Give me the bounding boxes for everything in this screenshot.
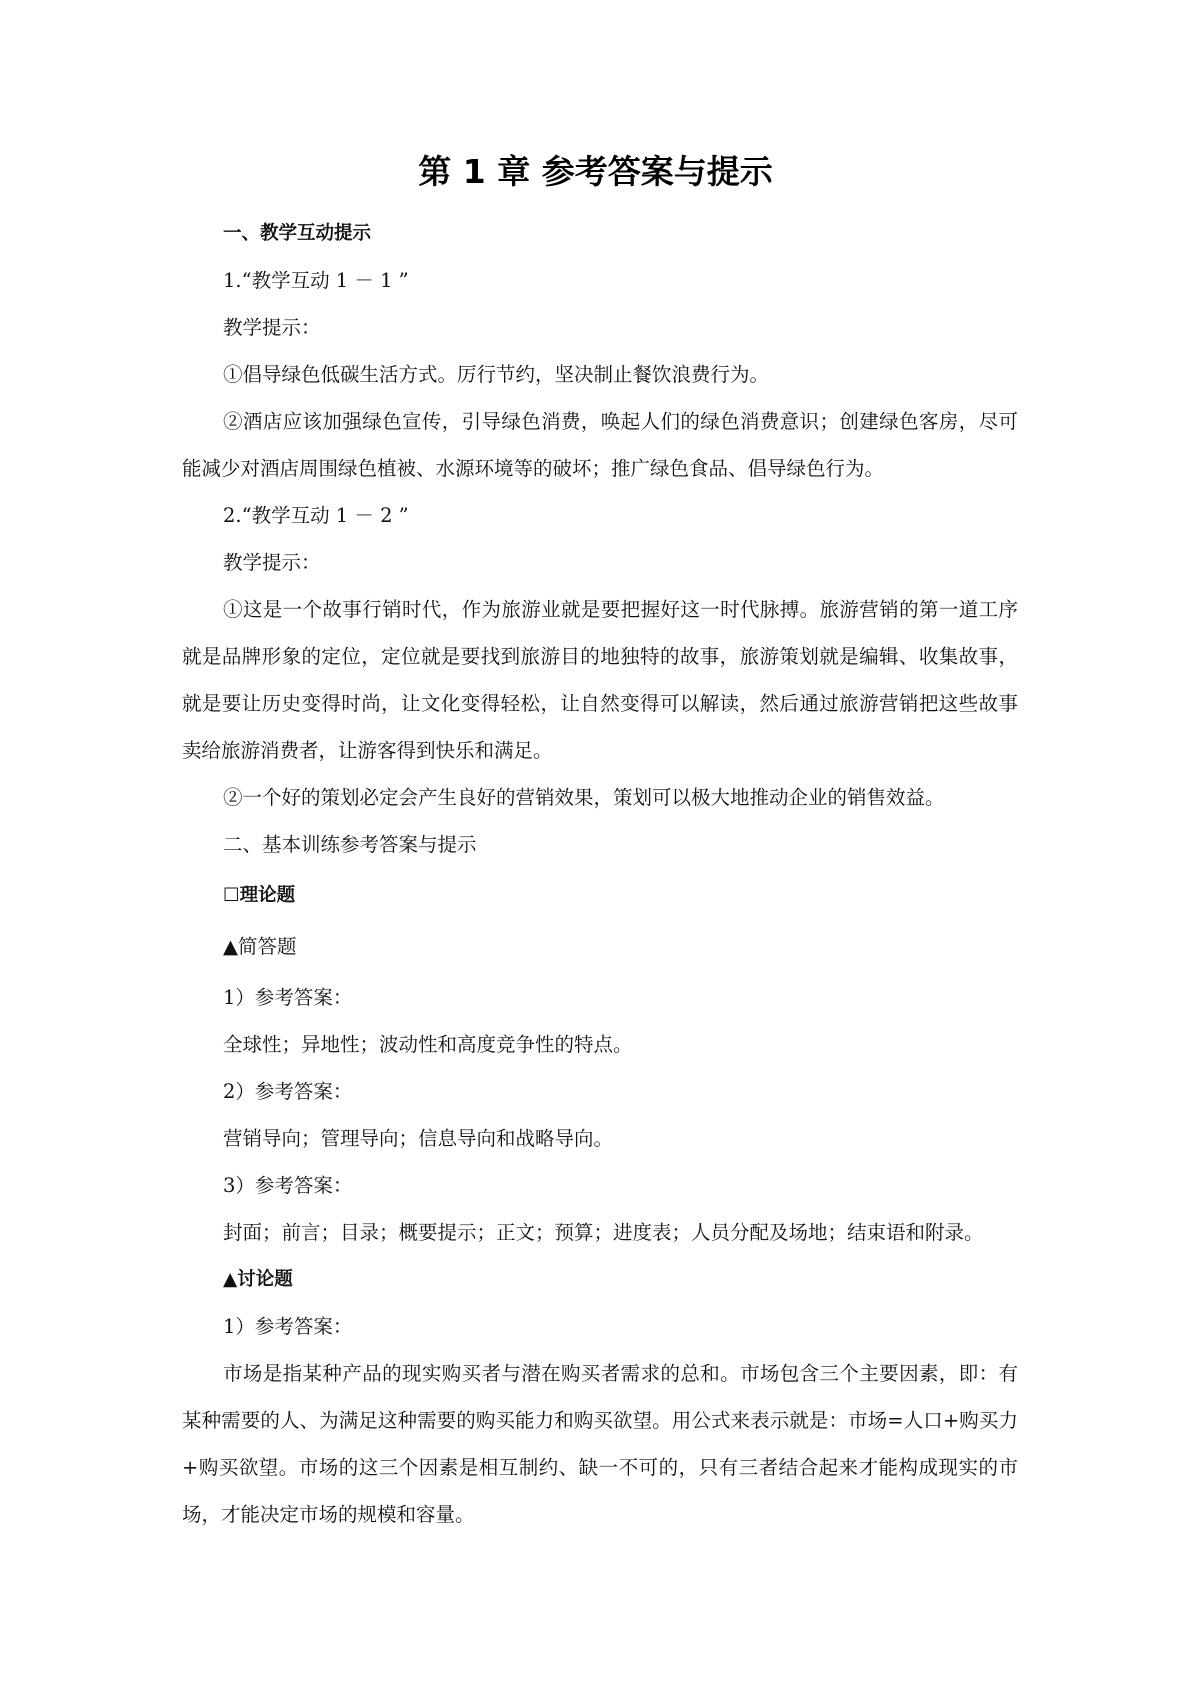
tip-1-1-item-1: ①倡导绿色低碳生活方式。厉行节约，坚决制止餐饮浪费行为。 bbox=[223, 363, 770, 386]
answer-2-text: 营销导向；管理导向；信息导向和战略导向。 bbox=[223, 1127, 614, 1150]
discussion-answer-1-label: 1）参考答案： bbox=[223, 1315, 353, 1338]
discussion-heading: ▲讨论题 bbox=[223, 1269, 293, 1290]
tip-1-2-item-2: ②一个好的策划必定会产生良好的营销效果，策划可以极大地推动企业的销售效益。 bbox=[223, 786, 945, 809]
answer-1-label: 1）参考答案： bbox=[223, 986, 353, 1009]
tip-1-1-item-2: ②酒店应该加强绿色宣传，引导绿色消费，唤起人们的绿色消费意识；创建绿色客房，尽可能减少对酒店周围绿色植被、水源环境等的破坏；推广绿色食品、倡导绿色行为。 bbox=[182, 410, 1018, 480]
section-heading-basic-training: 二、基本训练参考答案与提示 bbox=[223, 833, 477, 856]
tip-1-2-item-1: ①这是一个故事行销时代，作为旅游业就是要把握好这一时代脉搏。旅游营销的第一道工序就是品牌形象的定位，定位就是要找到旅游目的地独特的故事，旅游策划就是编辑、收集故事，就是要让历史变得时尚，让文化变得轻松，让自然变得可以解读，然后通过旅游营销把这些故事卖给旅游消费者，让游客得到快乐和满足。 bbox=[182, 598, 1018, 762]
theory-questions-heading: ☐理论题 bbox=[223, 885, 296, 906]
answer-3-label: 3）参考答案： bbox=[223, 1174, 353, 1197]
short-answer-heading: ▲简答题 bbox=[223, 935, 297, 958]
teaching-tip-label: 教学提示： bbox=[223, 551, 321, 574]
answer-1-text: 全球性；异地性；波动性和高度竞争性的特点。 bbox=[223, 1033, 633, 1056]
section-heading-teaching-interaction: 一、教学互动提示 bbox=[223, 223, 372, 244]
teaching-tip-label: 教学提示： bbox=[223, 316, 321, 339]
discussion-answer-1-text: 市场是指某种产品的现实购买者与潜在购买者需求的总和。市场包含三个主要因素，即：有某种需要的人、为满足这种需要的购买能力和购买欲望。用公式来表示就是：市场=人口+购买力+购买欲望。市场的这三个因素是相互制约、缺一不可的，只有三者结合起来才能构成现实的市场，才能决定市场的规模和容量。 bbox=[182, 1362, 1018, 1526]
document-body bbox=[182, 210, 1018, 1538]
interaction-1-1-heading: 1.“教学互动 1 － 1 ” bbox=[223, 269, 409, 292]
answer-3-text: 封面；前言；目录；概要提示；正文；预算；进度表；人员分配及场地；结束语和附录。 bbox=[223, 1221, 984, 1244]
interaction-1-2-heading: 2.“教学互动 1 － 2 ” bbox=[223, 504, 409, 527]
chapter-title: 第 1 章 参考答案与提示 bbox=[418, 152, 773, 191]
answer-2-label: 2）参考答案： bbox=[223, 1080, 353, 1103]
